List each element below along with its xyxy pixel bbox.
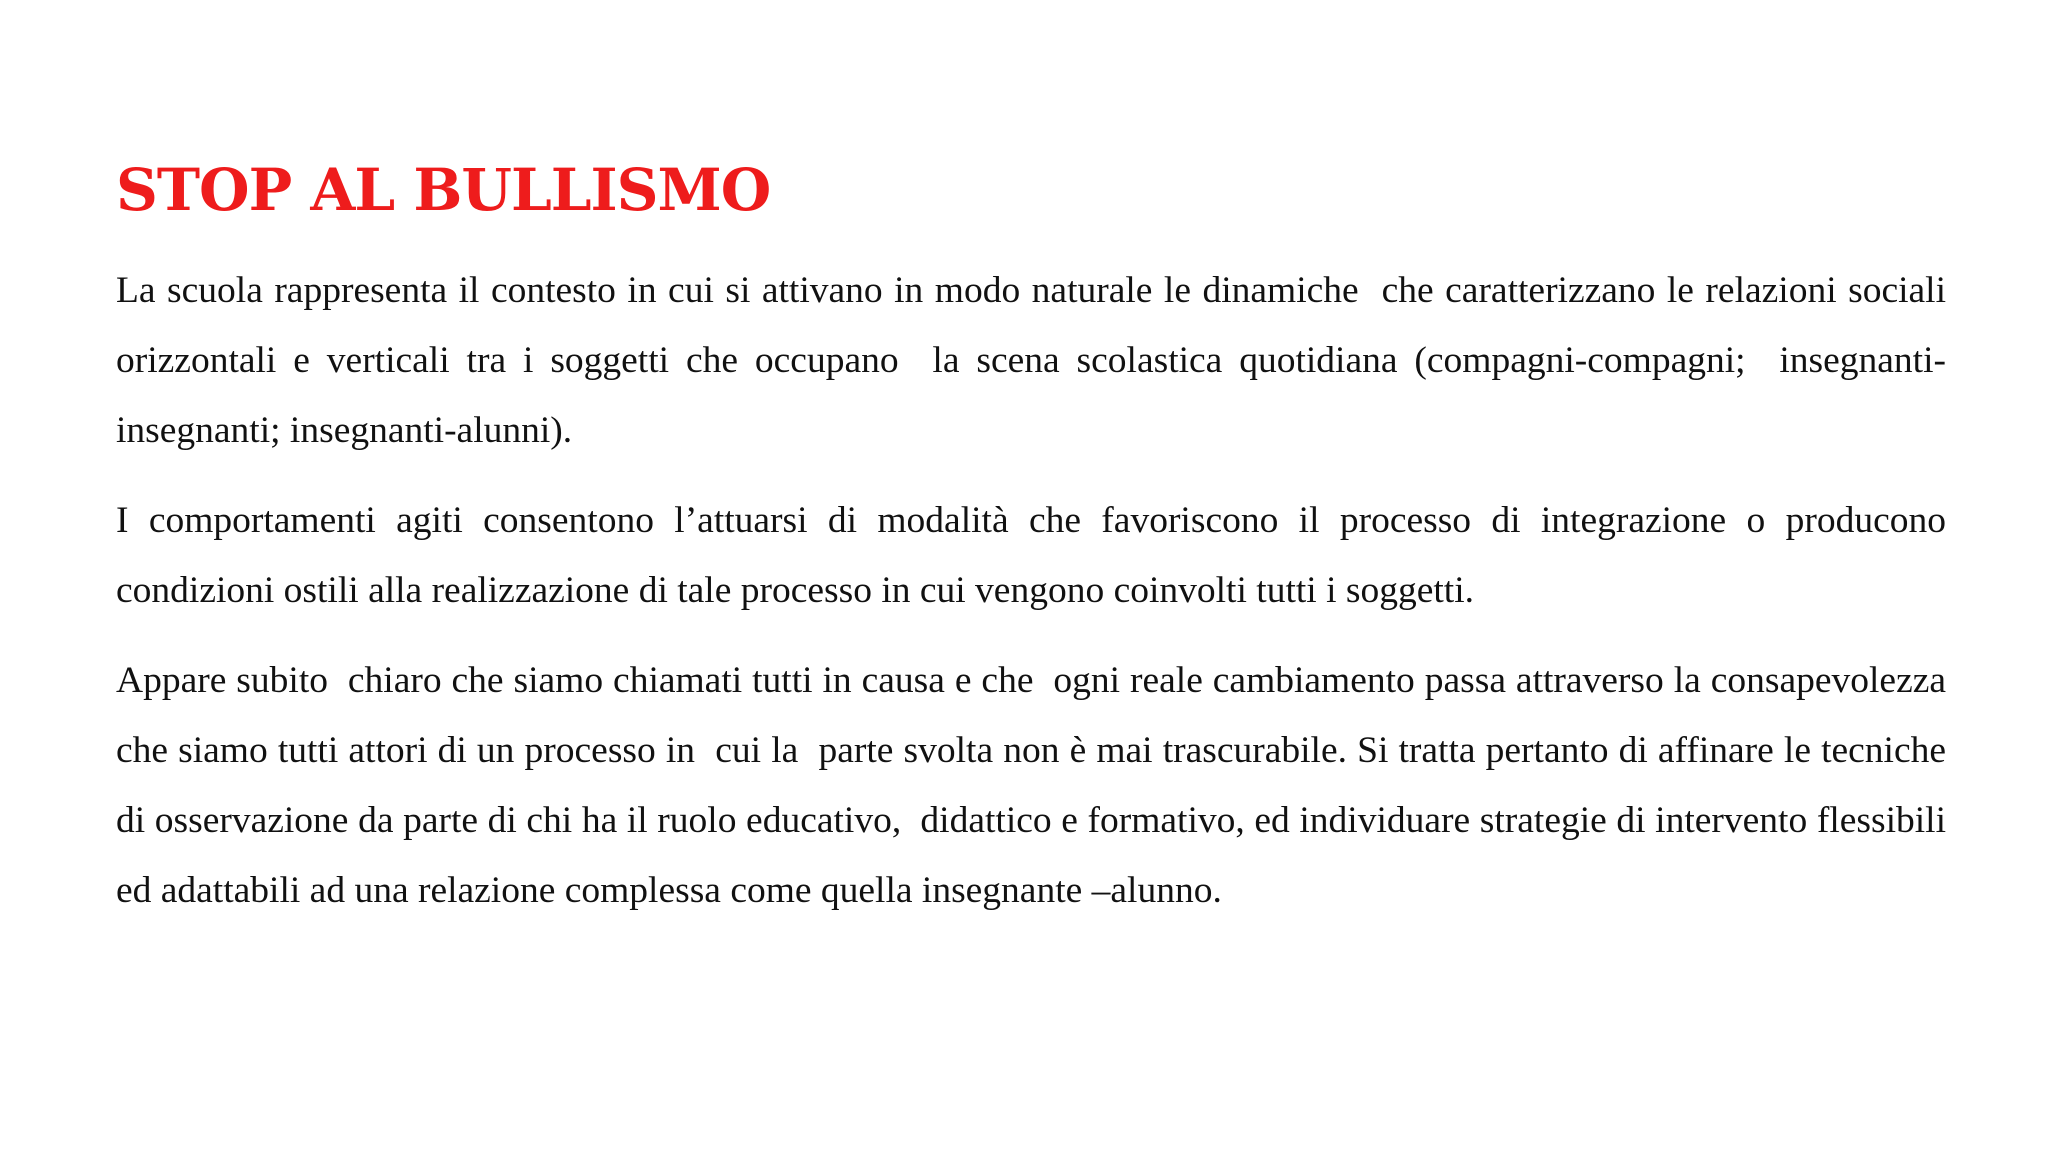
slide-body bbox=[116, 256, 1956, 946]
paragraph-3: Appare subito chiaro che siamo chiamati tutti in causa e che ogni reale cambiamento passa attraverso la consapevolezza che siamo tutti attori di un processo in cui la parte svolta non è mai trascurabile. Si tratta pertanto di affinare le tecniche di osservazione da parte di chi ha il ruolo educativo, didattico e formativo, ed individuare strategie di intervento flessibili ed adattabili ad una relazione complessa come quella insegnante –alunno. bbox=[116, 660, 1956, 911]
slide-title: STOP AL BULLISMO bbox=[116, 156, 771, 224]
paragraph-1: La scuola rappresenta il contesto in cui si attivano in modo naturale le dinamiche che caratterizzano le relazioni sociali orizzontali e verticali tra i soggetti che occupano la scena scolastica quotidiana (compagni-compagni; insegnanti-insegnanti; insegnanti-alunni). bbox=[116, 270, 1956, 451]
paragraph-2: I comportamenti agiti consentono l’attuarsi di modalità che favoriscono il processo di integrazione o producono condizioni ostili alla realizzazione di tale processo in cui vengono coinvolti tutti i soggetti. bbox=[116, 500, 1956, 611]
